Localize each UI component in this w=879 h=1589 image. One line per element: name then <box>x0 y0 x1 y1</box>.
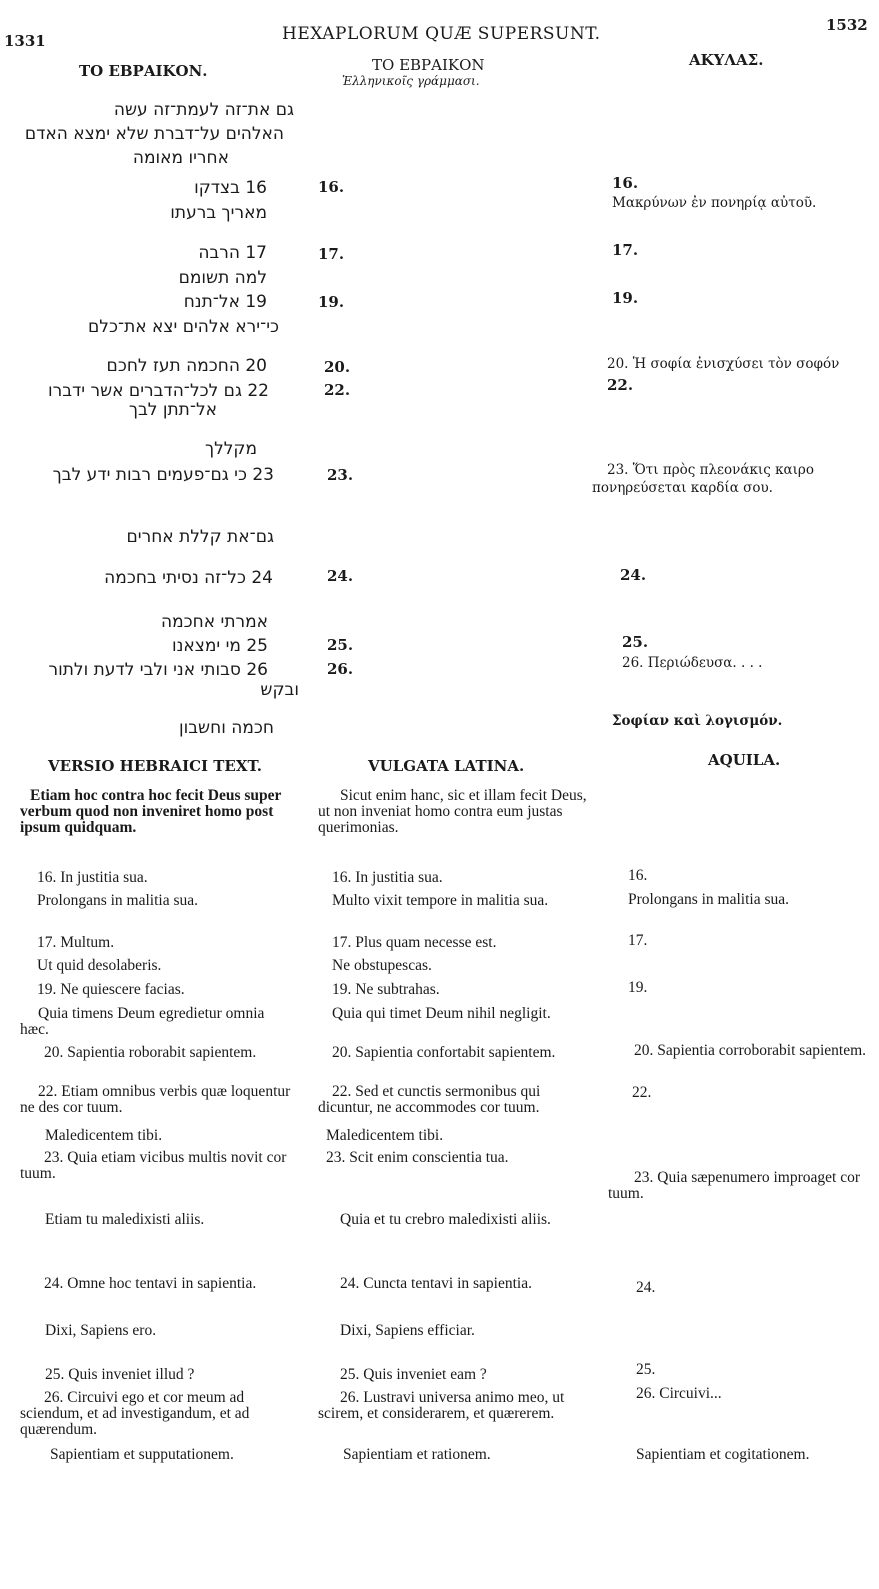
aquila-latin-line: 26. Circuivi... <box>636 1385 722 1402</box>
aquila-latin-line: Prolongans in malitia sua. <box>628 891 790 908</box>
translit-verse-number: 17. <box>318 245 345 263</box>
running-title: HEXAPLORUM QUÆ SUPERSUNT. <box>282 24 601 44</box>
hebrew-line: מקללך <box>204 439 257 459</box>
aquila-latin-line: 16. <box>628 867 648 884</box>
aquila-latin-line: 22. <box>632 1084 652 1101</box>
aquila-greek-column-head: ΑΚΥΛΑΣ. <box>689 51 764 69</box>
hebrew-line: 23 כי גם־פעמים רבות ידע לבך <box>52 465 274 485</box>
hebrew-line: 22 גם לכל־הדברים אשר ידברו <box>47 381 269 401</box>
hebrew-line: ובקש <box>260 680 299 700</box>
versio-line: 22. Etiam omnibus verbis quæ loquentur ne des cor tuum. <box>20 1083 291 1116</box>
translit-column-head: ΤΟ ΕΒΡΑΙΚΟΝ <box>372 56 485 74</box>
vulgata-line: 25. Quis inveniet eam ? <box>340 1366 487 1383</box>
vulgata-line: 20. Sapientia confortabit sapientem. <box>332 1044 556 1061</box>
versio-line: 16. In justitia sua. <box>37 869 148 886</box>
aquila-greek-line: 24. <box>620 566 647 584</box>
versio-line: Dixi, Sapiens ero. <box>45 1322 157 1339</box>
aquila-greek-line: Μακρύνων ἐν πονηρίᾳ αὐτοῦ. <box>612 195 817 211</box>
vulgata-line: 22. Sed et cunctis sermonibus qui dicuntur, ne accommodes cor tuum. <box>318 1083 541 1116</box>
translit-verse-number: 20. <box>324 358 351 376</box>
hebrew-line: 24 כל־זה נסיתי בחכמה <box>104 568 273 588</box>
hebrew-line: 20 החכמה תעז לחכם <box>106 356 267 376</box>
versio-line: 26. Circuivi ego et cor meum ad sciendum, et ad investigandum, et ad quærendum. <box>20 1389 250 1438</box>
vulgata-line: Multo vixit tempore in malitia sua. <box>332 892 549 909</box>
vulgata-line: 16. In justitia sua. <box>332 869 443 886</box>
aquila-greek-line: 16. <box>612 174 639 192</box>
page-number-right: 1532 <box>826 16 868 34</box>
aquila-greek-line: 25. <box>622 633 649 651</box>
translit-verse-number: 16. <box>318 178 345 196</box>
hebrew-line: מאריך ברעתו <box>170 203 267 223</box>
aquila-greek-line: 19. <box>612 289 639 307</box>
versio-line: Prolongans in malitia sua. <box>37 892 199 909</box>
hebrew-line: אמרתי אחכמה <box>161 612 268 632</box>
vulgata-line: Sapientiam et rationem. <box>343 1446 491 1463</box>
versio-line: 20. Sapientia roborabit sapientem. <box>44 1044 257 1061</box>
hebrew-column-head: ΤΟ ΕΒΡΑΙΚΟΝ. <box>79 62 208 80</box>
hebrew-line: 26 סבותי אני ולבי לדעת ולתור <box>48 660 268 680</box>
translit-verse-number: 19. <box>318 293 345 311</box>
aquila-latin-line: 24. <box>636 1279 656 1296</box>
aquila-latin-line: 19. <box>628 979 648 996</box>
aquila-latin-column-head: AQUILA. <box>708 751 781 769</box>
hebrew-line: אחריו מאומה <box>132 148 229 168</box>
hebrew-line: כי־ירא אלהים יצא את־כלם <box>88 317 279 337</box>
hebrew-line: חכמה וחשבון <box>178 718 274 738</box>
vulgata-line: 19. Ne subtrahas. <box>332 981 440 998</box>
aquila-greek-line: 17. <box>612 241 639 259</box>
aquila-greek-line: 23. Ὅτι πρὸς πλεονάκις καιρο <box>607 462 814 478</box>
hebrew-line: 25 מי ימצאנו <box>171 636 268 656</box>
versio-line: Etiam tu maledixisti aliis. <box>45 1211 205 1228</box>
vulgata-line: 26. Lustravi universa animo meo, ut scirem, et considerarem, et quærerem. <box>318 1389 565 1422</box>
versio-line: 23. Quia etiam vicibus multis novit cor tuum. <box>20 1149 287 1182</box>
hebrew-line: למה תשומם <box>178 268 267 288</box>
versio-column-head: VERSIO HEBRAICI TEXT. <box>48 757 262 775</box>
page-number-left: 1331 <box>4 32 46 50</box>
translit-verse-number: 22. <box>324 381 351 399</box>
versio-line: 19. Ne quiescere facias. <box>37 981 185 998</box>
vulgata-line: Dixi, Sapiens efficiar. <box>340 1322 475 1339</box>
vulgata-column-head: VULGATA LATINA. <box>368 757 525 775</box>
hebrew-line: גם־את קללת אחרים <box>126 527 274 547</box>
vulgata-line: Quia et tu crebro maledixisti aliis. <box>340 1211 551 1228</box>
hebrew-line: האלהים על־דברת שלא ימצא האדם <box>24 124 284 144</box>
versio-line: 24. Omne hoc tentavi in sapientia. <box>44 1275 257 1292</box>
hebrew-line: אל־תתן לבך <box>128 400 217 420</box>
aquila-greek-line: Σοφίαν καὶ λογισμόν. <box>612 713 783 729</box>
hebrew-line: 19 אל־תנח <box>183 292 267 312</box>
translit-verse-number: 23. <box>327 466 354 484</box>
versio-line: Maledicentem tibi. <box>45 1127 163 1144</box>
aquila-latin-line: 25. <box>636 1361 656 1378</box>
hebrew-line: 16 בצדקו <box>194 178 267 198</box>
vulgata-line: Ne obstupescas. <box>332 957 432 974</box>
aquila-greek-line: πονηρεύσεται καρδία σου. <box>592 480 773 496</box>
aquila-latin-line: 20. Sapientia corroborabit sapientem. <box>634 1042 867 1059</box>
vulgata-line: 23. Scit enim conscientia tua. <box>326 1149 509 1166</box>
vulgata-line: 24. Cuncta tentavi in sapientia. <box>340 1275 532 1292</box>
vulgata-line: Sicut enim hanc, sic et illam fecit Deus, ut non inveniat homo contra eum justas querimonias. <box>318 787 587 836</box>
versio-line: Ut quid desolaberis. <box>37 957 162 974</box>
aquila-latin-line: 23. Quia sæpenumero improaget cor tuum. <box>608 1169 860 1202</box>
hebrew-line: 17 הרבה <box>198 243 267 263</box>
aquila-greek-line: 22. <box>607 376 634 394</box>
hebrew-line: גם את־זה לעמת־זה עשה <box>113 100 294 120</box>
aquila-latin-line: Sapientiam et cogitationem. <box>636 1446 810 1463</box>
translit-verse-number: 24. <box>327 567 354 585</box>
translit-verse-number: 26. <box>327 660 354 678</box>
vulgata-line: Maledicentem tibi. <box>326 1127 444 1144</box>
versio-line: 17. Multum. <box>37 934 115 951</box>
vulgata-line: Quia qui timet Deum nihil negligit. <box>332 1005 551 1022</box>
vulgata-line: 17. Plus quam necesse est. <box>332 934 497 951</box>
versio-line: 25. Quis inveniet illud ? <box>45 1366 195 1383</box>
aquila-greek-line: 26. Περιώδευσα. . . . <box>622 655 763 671</box>
translit-verse-number: 25. <box>327 636 354 654</box>
aquila-greek-line: 20. Ἡ σοφία ἐνισχύσει τὸν σοφόν <box>607 356 840 372</box>
versio-line: Sapientiam et supputationem. <box>50 1446 234 1463</box>
translit-column-subhead: Ἑλληνικοῖς γράμμασι. <box>342 74 480 88</box>
aquila-latin-line: 17. <box>628 932 648 949</box>
versio-line: Quia timens Deum egredietur omnia hæc. <box>20 1005 265 1038</box>
versio-line: Etiam hoc contra hoc fecit Deus super verbum quod non inveniret homo post ipsum quidquam. <box>20 787 282 836</box>
